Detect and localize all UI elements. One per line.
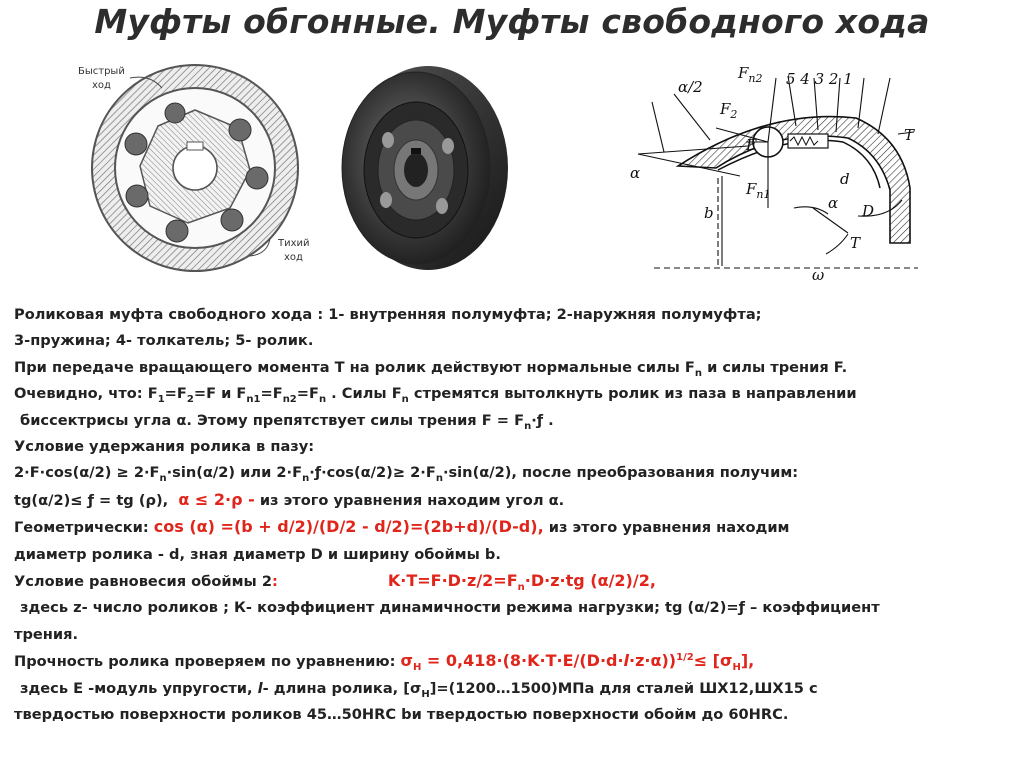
scheme-torque-t2: T [850,234,861,252]
slow-run-label-1: Тихий [278,238,310,249]
text-line-7: $2\cdot F\cdot\cos(\alpha/2) \ge 2\cdot F_n\cdot\sin(\alpha/2)$ или $2\cdot F_n\cdot ƒ\cdot\cos(\alpha/2)\ge 2\cdot F_n\cdot\sin(\alpha/2)$, после преобразования получим: [14,464,799,485]
scheme-omega: ω [812,266,825,284]
scheme-fn1: $F_{n1}$ [746,180,771,201]
scheme-b: b [704,204,714,222]
text-line-16: твердостью поверхности роликов 45…50HRC bи твердостью поверхности обойм до 60HRC. [14,706,789,724]
slow-run-label-2: ход [284,252,303,263]
text-line-4: Очевидно, что: $F_1=F_2=F$ и $F_{n1}=F_{n2}=F_n$ . Силы $F_n$ стремятся вытолкнуть ролик из паза в направлении [14,385,857,406]
scheme-big-d: D [862,202,875,220]
scheme-fn2: $F_{n2}$ [738,64,763,85]
fast-run-label-2: ход [92,80,111,91]
text-line-1: Роликовая муфта свободного хода : 1- внутренняя полумуфта; 2-наружняя полумуфта; [14,306,762,323]
force-scheme-drawing [618,58,920,284]
text-line-15: здесь Е -модуль упругости, l- длина ролика, $[\sigma_H]=(1200\dots 1500)МПа$ для сталей ШХ12,ШХ15 с [20,679,818,700]
text-line-9: Геометрически: cos (α) =(b + d/2)/(D/2 - d/2)=(2b+d)/(D-d), из этого уравнения находим [14,517,790,537]
scheme-part-numbers: 5 4 3 2 1 [786,70,853,88]
text-line-6: Условие удержания ролика в пазу: [14,438,315,456]
text-line-2: 3-пружина; 4- толкатель; 5- ролик. [14,332,314,350]
page-title: Муфты обгонные. Муфты свободного хода [94,2,930,41]
fast-run-label-1: Быстрый [78,66,125,77]
text-line-13: трения. [14,625,79,643]
clutch-photo-render [330,60,510,272]
text-line-5: биссектрисы угла α. Этому препятствует силы трения $F = F_n\cdot ƒ$ . [20,411,554,432]
clutch-cross-section-drawing [70,58,320,276]
scheme-f2: $F_2$ [720,100,738,121]
text-line-14: Прочность ролика проверяем по уравнению: $\sigma_H = 0,418\cdot(8\cdot K\cdot T\cdot E/(D\cdot d\cdot l\cdot z\cdot\alpha))^{1/2}\le [\sigma_H]$, [14,651,755,674]
body-text [14,302,1014,729]
text-line-10: диаметр ролика - d, зная диаметр D и ширину обоймы b. [14,545,501,563]
scheme-alpha: α [630,164,641,182]
scheme-torque-t: T [904,126,915,144]
scheme-f: F [746,136,757,154]
text-line-11: Условие равновесия обоймы 2: $K\cdot T=F\cdot D\cdot z/2=F_n\cdot D\cdot z\cdot tg$ (α/2)/2, [14,571,656,593]
text-line-3: При передаче вращающего момента Т на ролик действуют нормальные силы $F_n$ и силы трения F. [14,358,848,379]
text-line-12: здесь z- число роликов ; К- коэффициент динамичности режима нагрузки; tg (α/2)=ƒ – коэффициент [20,599,880,617]
scheme-alpha2: α [828,194,839,212]
text-line-8: tg(α/2)≤ ƒ = tg (ρ), α ≤ 2·ρ - из этого уравнения находим угол α. [14,489,565,509]
scheme-alpha-half: α/2 [678,78,703,96]
scheme-d: d [840,170,850,188]
